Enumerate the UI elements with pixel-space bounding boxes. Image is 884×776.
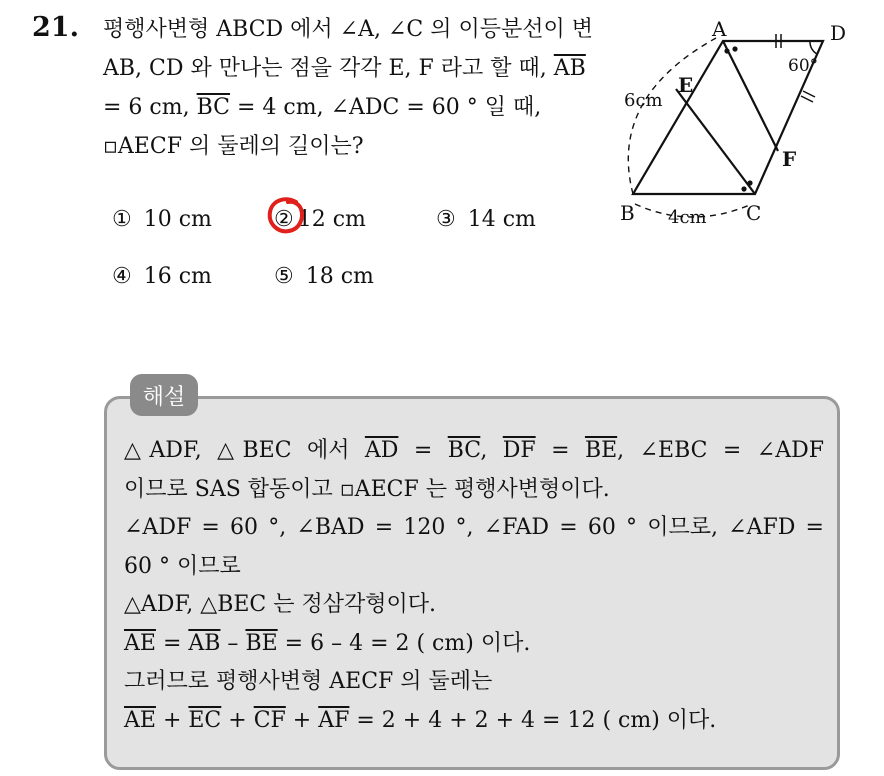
sol-l8-f: + bbox=[285, 707, 319, 733]
angle-dot-c-2 bbox=[747, 180, 752, 185]
solution-line-8 bbox=[124, 702, 824, 741]
sol-l1-e: , bbox=[480, 438, 503, 463]
segment-bc: $\overline{BC}$ bbox=[447, 438, 481, 463]
side-label-ab: 6cm bbox=[624, 90, 663, 111]
solution-line-5: △ADF, △BEC 는 정삼각형이다. bbox=[124, 592, 436, 617]
sol-l1-a: △ADF, △BEC 에서 bbox=[124, 438, 365, 463]
solution-line-4: 60 ° 이므로 bbox=[124, 553, 241, 579]
tick-mark-df-2 bbox=[801, 96, 813, 102]
side-label-bc: 4cm bbox=[668, 207, 707, 228]
solution-text bbox=[124, 432, 824, 740]
dashed-arc-ab bbox=[628, 38, 716, 194]
segment-ad: $\overline{AD}$ bbox=[364, 438, 399, 463]
sol-l1-i: , ∠EBC = ∠ADF bbox=[617, 438, 824, 463]
segment-ae: $\overline{AE}$ bbox=[124, 630, 156, 656]
segment-bc: $\overline{BC}$ bbox=[196, 95, 231, 120]
segment-cf: $\overline{CF}$ bbox=[253, 707, 286, 733]
choice-5-text: 18 cm bbox=[305, 264, 374, 289]
choice-4-mark: ④ bbox=[112, 264, 132, 289]
angle-arc-d bbox=[810, 41, 817, 54]
choice-5[interactable] bbox=[274, 264, 374, 289]
sol-l1-g: = bbox=[535, 438, 585, 463]
solution-line-2: 이므로 SAS 합동이고 ▫AECF 는 평행사변형이다. bbox=[124, 476, 610, 502]
choice-4[interactable] bbox=[112, 264, 212, 289]
sol-l8-d: + bbox=[221, 707, 254, 733]
segment-be: $\overline{BE}$ bbox=[245, 630, 278, 656]
segment-be: $\overline{BE}$ bbox=[584, 438, 618, 463]
solution-label: 해설 bbox=[130, 374, 198, 416]
sol-l6-d: – bbox=[220, 630, 246, 656]
choice-2-text: 12 cm bbox=[297, 207, 366, 232]
sol-l6-b: = bbox=[155, 630, 189, 656]
vertex-label-a: A bbox=[712, 18, 727, 41]
tick-mark-df-1 bbox=[803, 91, 815, 97]
bisector-af bbox=[723, 41, 778, 151]
angle-label-d: 60° bbox=[788, 56, 819, 76]
vertex-label-b: B bbox=[620, 201, 635, 225]
angle-dot-a-1 bbox=[724, 48, 729, 53]
choice-3[interactable] bbox=[436, 207, 536, 232]
sol-l1-c: = bbox=[398, 438, 448, 463]
point-label-f: F bbox=[782, 147, 797, 171]
segment-ab: $\overline{AB}$ bbox=[188, 630, 221, 656]
choice-4-text: 16 cm bbox=[143, 264, 212, 289]
segment-ae: $\overline{AE}$ bbox=[124, 707, 156, 733]
sol-l8-b: + bbox=[155, 707, 189, 733]
solution-line-3: ∠ADF = 60 °, ∠BAD = 120 °, ∠FAD = 60 ° 이므로, ∠AFD = bbox=[124, 515, 824, 540]
solution-line-6 bbox=[124, 625, 824, 664]
segment-df: $\overline{DF}$ bbox=[502, 438, 536, 463]
choice-2-mark: ② bbox=[274, 207, 294, 232]
question-text bbox=[103, 10, 598, 166]
point-label-e: E bbox=[678, 73, 694, 97]
angle-dot-c-1 bbox=[741, 186, 746, 191]
answer-circle-mark bbox=[266, 196, 306, 236]
question-text-part-3: = 4 cm, ∠ADC = 60 ° 일 때, ▫AECF 의 둘레의 길이는? bbox=[103, 95, 542, 159]
choice-1[interactable] bbox=[112, 207, 212, 232]
question-text-part-1: 평행사변형 ABCD 에서 ∠A, ∠C 의 이등분선이 변 AB, CD 와 만나는 점을 각각 E, F 라고 할 때, bbox=[103, 17, 593, 81]
choice-1-text: 10 cm bbox=[143, 207, 212, 232]
parallelogram-figure bbox=[612, 18, 852, 233]
vertex-label-d: D bbox=[830, 21, 847, 45]
choice-3-mark: ③ bbox=[436, 207, 456, 232]
segment-af: $\overline{AF}$ bbox=[318, 707, 350, 733]
choice-5-mark: ⑤ bbox=[274, 264, 294, 289]
question-text-part-2: = 6 cm, bbox=[103, 95, 197, 120]
choice-1-mark: ① bbox=[112, 207, 132, 232]
angle-dot-a-2 bbox=[732, 46, 737, 51]
segment-ec: $\overline{EC}$ bbox=[188, 707, 222, 733]
choice-3-text: 14 cm bbox=[467, 207, 536, 232]
solution-line-7: 그러므로 평행사변형 AECF 의 둘레는 bbox=[124, 669, 493, 694]
solution-line-1 bbox=[124, 432, 824, 471]
question-number: 21. bbox=[32, 12, 79, 43]
sol-l8-h: = 2 + 4 + 2 + 4 = 12 ( cm) 이다. bbox=[349, 707, 717, 733]
bisector-ce bbox=[676, 89, 755, 194]
sol-l6-f: = 6 – 4 = 2 ( cm) 이다. bbox=[277, 630, 531, 656]
segment-ab: $\overline{AB}$ bbox=[553, 56, 586, 81]
vertex-label-c: C bbox=[746, 201, 762, 225]
